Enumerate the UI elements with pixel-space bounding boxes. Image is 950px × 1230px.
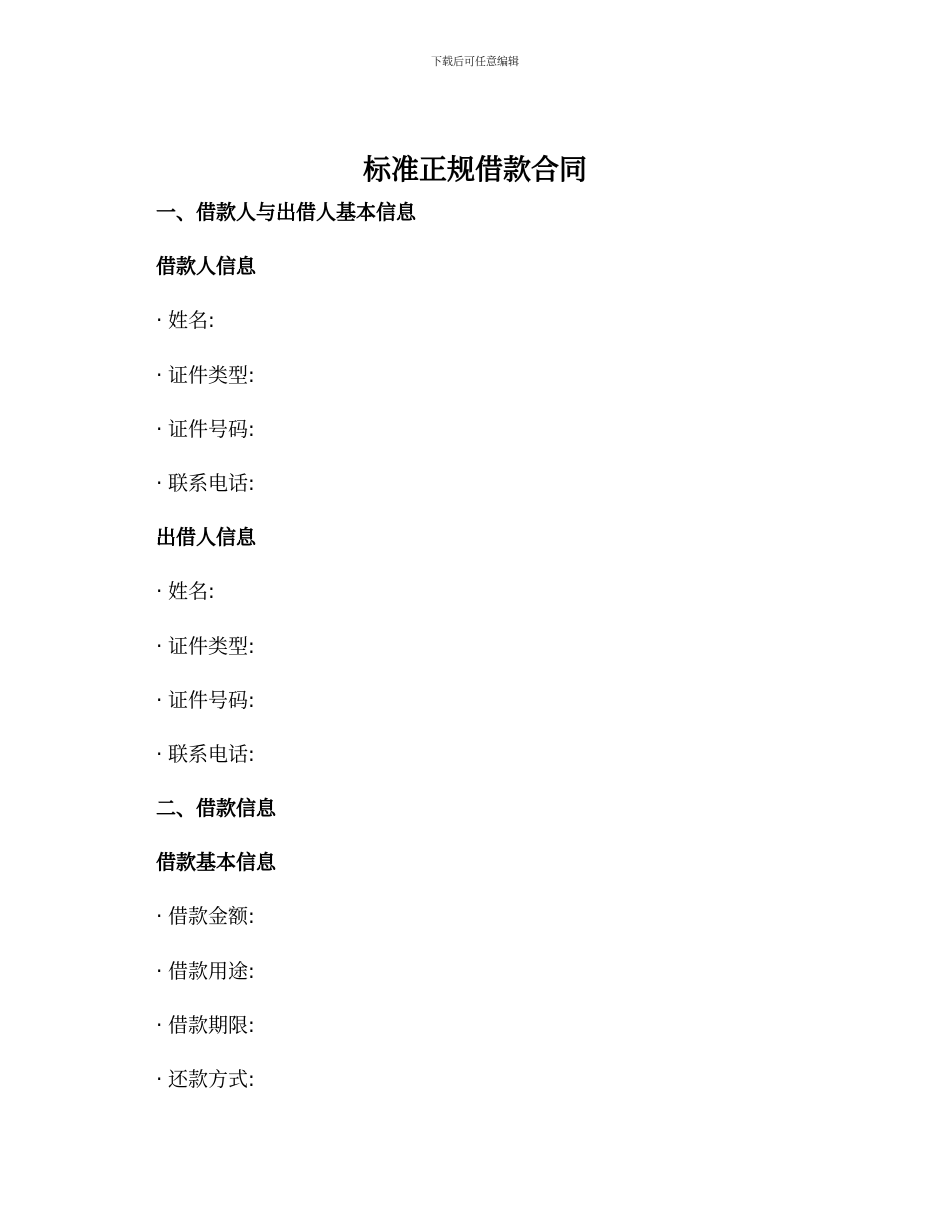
field-item [156, 628, 796, 682]
subsection-heading: 借款基本信息 [156, 850, 276, 875]
bullet: · [156, 741, 163, 766]
bullet: · [156, 687, 163, 712]
bullet: · [156, 362, 163, 387]
field-label: 姓名: [168, 308, 215, 333]
field-label: 借款金额: [168, 904, 255, 929]
bullet: · [156, 308, 163, 333]
field-label: 证件号码: [168, 687, 255, 712]
bullet: · [156, 579, 163, 604]
field-item [156, 736, 796, 790]
section-heading: 一、借款人与出借人基本信息 [156, 200, 416, 224]
field-item [156, 898, 796, 952]
field-item [156, 1007, 796, 1061]
bullet: · [156, 416, 163, 441]
field-label: 证件号码: [168, 416, 255, 441]
field-item [156, 682, 796, 736]
field-item [156, 465, 796, 519]
field-label: 借款期限: [168, 1012, 255, 1037]
bullet: · [156, 958, 163, 983]
subsection-heading: 借款人信息 [156, 254, 256, 279]
subsection-heading: 出借人信息 [156, 525, 256, 550]
header-note: 下载后可任意编辑 [431, 55, 519, 68]
field-label: 联系电话: [168, 741, 255, 766]
bullet: · [156, 633, 163, 658]
bullet: · [156, 1067, 163, 1091]
field-item [156, 302, 796, 356]
field-label: 借款用途: [168, 958, 255, 983]
field-item [156, 1061, 796, 1115]
field-item [156, 953, 796, 1007]
field-label: 证件类型: [168, 633, 255, 658]
bullet: · [156, 1012, 163, 1037]
bullet: · [156, 470, 163, 495]
field-label: 证件类型: [168, 362, 255, 387]
field-item [156, 411, 796, 465]
field-label: 联系电话: [168, 470, 255, 495]
section-heading: 二、借款信息 [156, 796, 276, 821]
field-item [156, 357, 796, 411]
bullet: · [156, 904, 163, 929]
document-body [156, 194, 796, 1115]
field-label: 还款方式: [168, 1067, 255, 1091]
field-label: 姓名: [168, 579, 215, 604]
document-title: 标准正规借款合同 [362, 153, 587, 186]
field-item [156, 573, 796, 627]
